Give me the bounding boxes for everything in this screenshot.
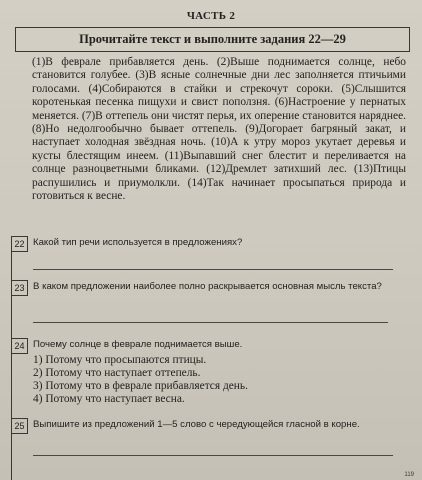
question-number: 23 xyxy=(11,280,28,296)
option-1[interactable]: 1) Потому что просыпаются птицы. xyxy=(33,354,207,366)
reading-text: (1)В феврале прибавляется день. (2)Выше поднимается солнце, небо становится голубее. (3)В ясные солнечные дни лес заполняется птичьими голосами. (4)Собираются в стайки и стрекочут сороки. (5)Слышится коротенькая песенка пищухи и свист поползня. (6)Настроение у пернатых меняется. (7)В оттепель они чистят перья, их оперение становится наряднее. (8)Но недолгообычно бывает оттепель. (9)Догорает багряный закат, и наступает холодная звёздная ночь. (10)А к утру мороз укутает деревья и кусты блестящим инеем. (11)Выпавший снег блестит и переливается на солнце разноцветными бликами. (12)Дремлет затихший лес. (13)Птицы распушились и приумолкли. (14)Так начинает просыпаться природа и готовиться к весне. xyxy=(32,56,406,203)
answer-line[interactable] xyxy=(33,455,393,456)
question-number: 22 xyxy=(11,236,28,252)
option-4[interactable]: 4) Потому что наступает весна. xyxy=(33,393,185,405)
question-text: Почему солнце в феврале поднимается выше. xyxy=(33,339,243,350)
margin-line xyxy=(11,236,12,480)
answer-line[interactable] xyxy=(33,269,393,270)
question-number: 25 xyxy=(11,418,28,434)
question-text: Какой тип речи используется в предложениях? xyxy=(33,237,243,248)
answer-line[interactable] xyxy=(33,322,388,323)
question-number: 24 xyxy=(11,338,28,354)
question-text: В каком предложении наиболее полно раскрывается основная мысль текста? xyxy=(33,281,382,292)
option-2[interactable]: 2) Потому что наступает оттепель. xyxy=(33,367,201,379)
task-instruction: Прочитайте текст и выполните задания 22—29 xyxy=(79,32,346,46)
page-number: 119 xyxy=(404,472,414,478)
part-heading: ЧАСТЬ 2 xyxy=(186,10,236,22)
option-3[interactable]: 3) Потому что в феврале прибавляется день. xyxy=(33,380,248,392)
question-text: Выпишите из предложений 1—5 слово с чередующейся гласной в корне. xyxy=(33,419,360,430)
answer-options xyxy=(33,354,393,406)
task-instruction-box xyxy=(15,27,410,52)
